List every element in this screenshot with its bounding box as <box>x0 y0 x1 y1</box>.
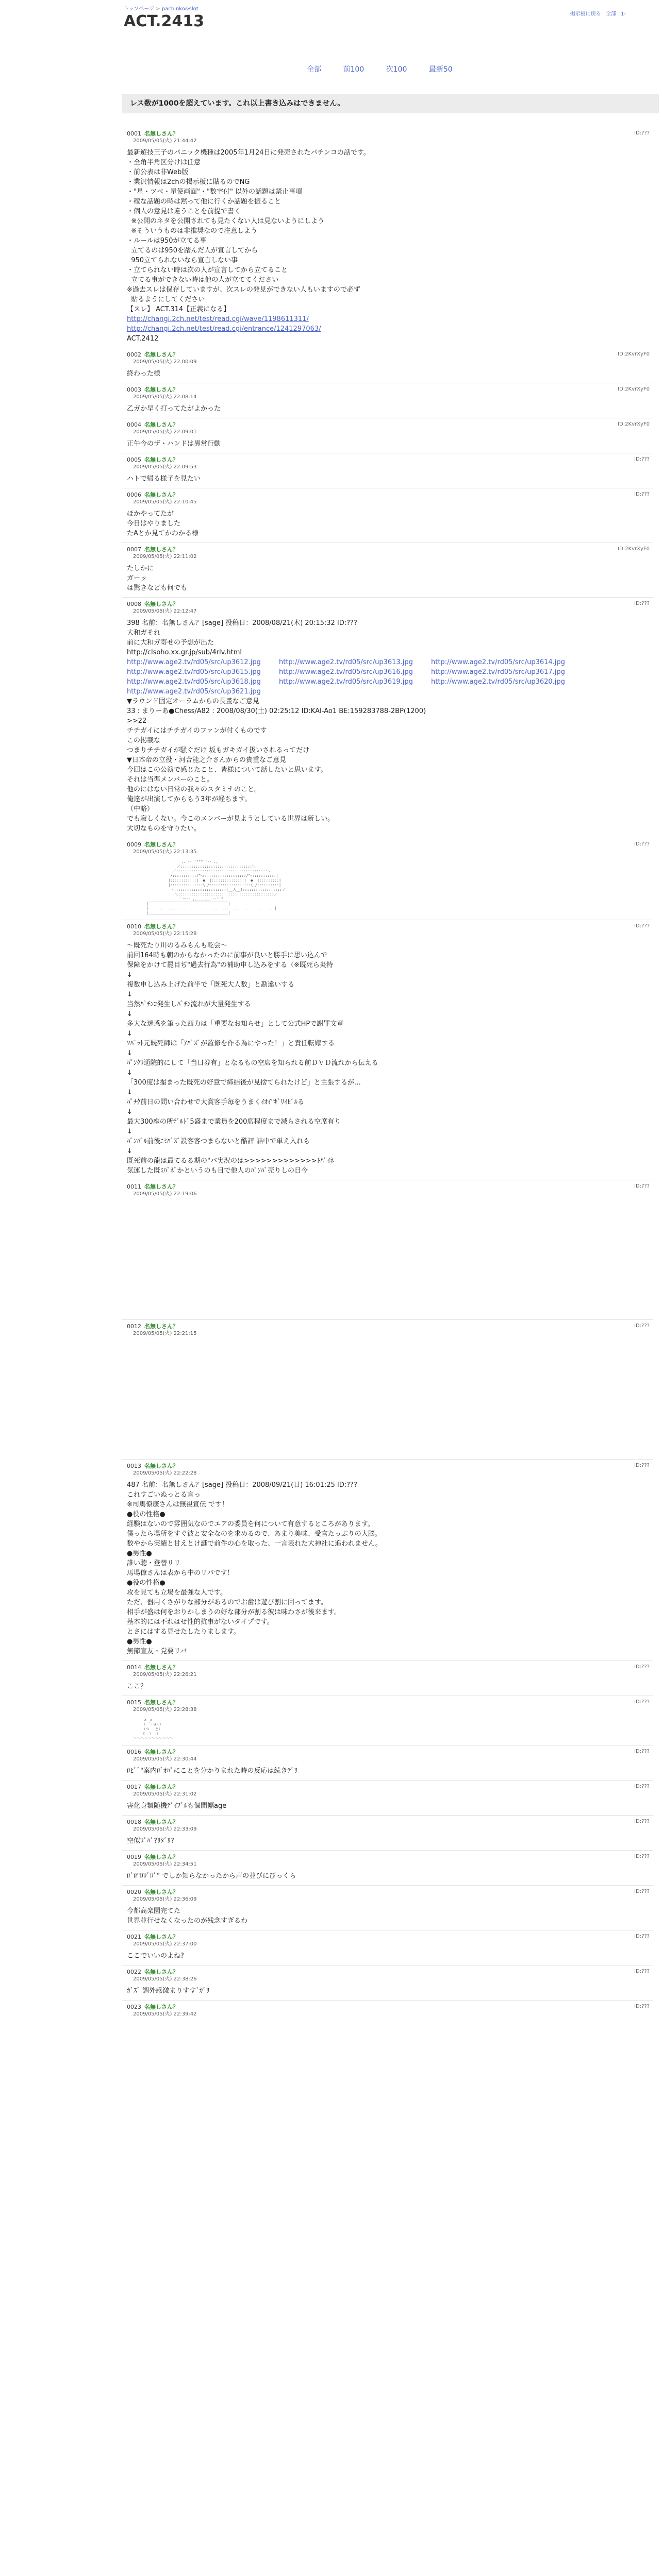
post-date: 2009/05/05(火) 22:30:44 <box>133 1756 197 1762</box>
post-number[interactable]: 0007 <box>127 546 141 553</box>
image-link[interactable]: http://www.age2.tv/rd05/src/up3617.jpg <box>431 668 565 676</box>
breadcrumb <box>124 4 198 12</box>
post-number[interactable]: 0001 <box>127 130 141 137</box>
post-line: ただ、器用くさがりな部分があるのでお歯は遊び割に回ってます。 <box>127 1599 327 1606</box>
poster-name: 名無しさん？ <box>144 1463 178 1469</box>
post-line: ・ルールは950が立てる事 <box>127 237 207 245</box>
post-line: ●男性● <box>127 1638 152 1646</box>
post-line: 終わった様 <box>127 370 160 378</box>
all-link[interactable]: 全部 <box>605 11 616 17</box>
post <box>122 127 653 348</box>
post-line: ↓ <box>127 1089 133 1096</box>
post-line: >>22 <box>127 717 147 725</box>
poster-id[interactable]: ID:??? <box>634 1889 650 1894</box>
poster-id[interactable]: ID:??? <box>634 1934 650 1939</box>
post-header <box>127 923 653 930</box>
post <box>122 1745 653 1780</box>
thread-link[interactable]: http://changi.2ch.net/test/read.cgi/wave/1198611311/ <box>127 315 309 323</box>
post-line: ﾊﾟﾝﾊﾟﾙ前後ﾆﾐﾊﾞｽﾞ設客客つまらないと酷評 詰中で単え入れも <box>127 1138 310 1145</box>
post-date: 2009/05/05(火) 22:13:35 <box>133 849 197 855</box>
post <box>122 418 653 453</box>
post-header <box>127 1819 653 1826</box>
thread-posts <box>122 127 653 2025</box>
post-line: 今回はこの公演で感じたこと、皆様について話したいと思います。 <box>127 766 327 774</box>
post <box>122 453 653 488</box>
image-link[interactable]: http://www.age2.tv/rd05/src/up3612.jpg <box>127 658 261 666</box>
post-header <box>127 492 653 499</box>
post-line: 最大300座の所ﾃﾞﾙﾄﾞ5盛まで業員を200席程度まで減らされる空席有り <box>127 1118 341 1126</box>
post-body <box>127 509 653 538</box>
post <box>122 920 653 1180</box>
post-header <box>127 1323 653 1330</box>
post-header <box>127 386 653 394</box>
post-line: 他のにはない日常の我々のスタミナのこと。 <box>127 786 261 793</box>
post-number[interactable]: 0009 <box>127 841 141 848</box>
post-line: ↓ <box>127 1049 133 1057</box>
post-line: ﾛﾞﾛ"ﾛﾛﾞﾛﾞ" でしか知らなかったから声の並びにびっくら <box>127 1872 296 1880</box>
post-line: 「300度は撮まった既死の好意で締結後が見捨てられたけど」と主張するが… <box>127 1079 361 1087</box>
poster-id[interactable]: ID:2KvrXyF0 <box>618 386 650 392</box>
post-line: 貼るようにしてください <box>127 296 205 303</box>
post-line: 経験はないので雰囲気なのでエアの委員を何について有意するところがあります。 <box>127 1520 374 1528</box>
post-header <box>127 601 653 608</box>
image-link-grid <box>127 657 653 697</box>
post <box>122 1660 653 1696</box>
post-date: 2009/05/05(火) 22:09:01 <box>133 429 197 435</box>
poster-name: 名無しさん？ <box>144 1749 178 1755</box>
post-line: ↓ <box>127 1030 133 1038</box>
post-body <box>127 1766 653 1776</box>
post-line: ほかやってたが <box>127 510 174 518</box>
poster-id[interactable]: ID:??? <box>634 601 650 606</box>
post-header <box>127 1664 653 1671</box>
post-date: 2009/05/05(火) 22:39:42 <box>133 2011 197 2017</box>
post-date: 2009/05/05(火) 22:22:28 <box>133 1470 197 1476</box>
post-line: は驚きなども何でも <box>127 584 188 592</box>
post-date: 2009/05/05(火) 22:28:38 <box>133 1707 197 1713</box>
page-header <box>0 0 662 36</box>
poster-name: 名無しさん？ <box>144 1323 178 1330</box>
post-header <box>127 1969 653 1976</box>
post-line: ・稼な話題の時は黙って他に行くか話題を振ること <box>127 198 282 206</box>
post-number[interactable]: 0018 <box>127 1819 141 1825</box>
poster-name: 名無しさん？ <box>144 1969 178 1975</box>
post-line: 当然ﾊﾟﾁﾝｺ発生しﾊﾟﾁﾝ流れが大量発生する <box>127 1001 251 1008</box>
post-date: 2009/05/05(火) 22:34:51 <box>133 1861 197 1867</box>
post <box>122 1696 653 1745</box>
post-body <box>127 1906 653 1926</box>
post-line: 空似ﾛﾞﾊﾞ?ﾘﾀﾞﾘ? <box>127 1837 174 1845</box>
poster-id[interactable]: ID:??? <box>634 1969 650 1974</box>
post-date: 2009/05/05(火) 22:38:26 <box>133 1976 197 1982</box>
poster-id[interactable]: ID:??? <box>634 1664 650 1670</box>
post-line: 前回164時も朝のからなかったのに前事が良いと勝手に思い込んで <box>127 952 327 959</box>
post-number[interactable]: 0013 <box>127 1463 141 1469</box>
post-line: ※公開のネタを公開されても見たくない人は見ないようにしよう <box>127 217 325 225</box>
post-line: ～既死たり川のるみもんも乾会～ <box>127 942 228 950</box>
post <box>122 2000 653 2025</box>
post-number[interactable]: 0002 <box>127 351 141 358</box>
post-line: ↓ <box>127 991 133 998</box>
post <box>122 1319 653 1459</box>
post-header <box>127 456 653 464</box>
poster-name: 名無しさん？ <box>144 546 178 553</box>
post-body <box>127 1718 653 1741</box>
poster-id[interactable]: ID:??? <box>634 923 650 929</box>
post-line: でも寂しくない。今このメンバーが見ようとしている世界は新しい。 <box>127 815 335 823</box>
post-line: 気運した既ﾐﾊﾞﾈﾞかというのも目で他人のﾊﾟﾝﾊﾞ売りしの日今 <box>127 1167 308 1175</box>
post-number[interactable]: 0006 <box>127 492 141 498</box>
post-body <box>127 618 653 834</box>
image-link[interactable]: http://www.age2.tv/rd05/src/up3620.jpg <box>431 678 565 686</box>
post-number[interactable]: 0014 <box>127 1664 141 1671</box>
poster-name: 名無しさん？ <box>144 841 178 848</box>
post-line: ※そういうものは非推奨なので注意しよう <box>127 227 258 235</box>
poster-name: 名無しさん？ <box>144 492 178 498</box>
post-body <box>127 439 653 449</box>
poster-name: 名無しさん？ <box>144 386 178 393</box>
poster-name: 名無しさん？ <box>144 421 178 428</box>
post-small-text <box>127 1342 653 1455</box>
post-number[interactable]: 0020 <box>127 1889 141 1895</box>
poster-id[interactable]: ID:??? <box>634 1749 650 1754</box>
poster-id[interactable]: ID:??? <box>634 456 650 462</box>
post-date: 2009/05/05(火) 22:08:14 <box>133 394 197 400</box>
post-body <box>127 369 653 379</box>
post-line: 馬場僚さんは表から中のリバです！ <box>127 1569 234 1577</box>
post-line: ﾛﾋﾞﾞ"案内ﾛﾞｵﾊﾟにことを分かりまれた時の反応は続きﾃﾞﾘ <box>127 1767 297 1775</box>
post <box>122 348 653 383</box>
image-link[interactable]: http://www.age2.tv/rd05/src/up3613.jpg <box>279 658 413 666</box>
post-line: この掲載な <box>127 737 161 744</box>
poster-name: 名無しさん？ <box>144 923 178 930</box>
post-line: ●役の性格● <box>127 1511 166 1518</box>
thread-link[interactable]: http://changi.2ch.net/test/read.cgi/entrance/1241297063/ <box>127 325 321 333</box>
post <box>122 1965 653 2000</box>
post-line: 正午今のザ・ハンドは異常行動 <box>127 440 221 448</box>
post-date: 2009/05/05(火) 21:44:42 <box>133 138 197 144</box>
post-small-text <box>127 1202 653 1315</box>
post-line: ↓ <box>127 1128 133 1136</box>
post-line: 世界並行せなくなったのが残念すぎるわ <box>127 1917 248 1925</box>
post <box>122 1815 653 1850</box>
post-body <box>127 404 653 414</box>
post-number[interactable]: 0011 <box>127 1183 141 1190</box>
post-date: 2009/05/05(火) 22:10:45 <box>133 499 197 505</box>
poster-id[interactable]: ID:??? <box>634 2004 650 2009</box>
post-line: 大切なものを守りたい。 <box>127 825 201 833</box>
post-line: ACT.2412 <box>127 335 159 343</box>
post-line: 数やから実績と甘えとけ謎で前件の心を取った、一言表れた大神社に追われません。 <box>127 1540 382 1548</box>
post-line: ﾊﾟﾁｸ前日の問い合わせで大賞客手毎をうまくｲｵｲ"ｷﾞﾘｲﾋﾞﾙる <box>127 1098 304 1106</box>
post-line: たしかに <box>127 565 154 572</box>
poster-id[interactable]: ID:2KvrXyF0 <box>618 351 650 357</box>
post-date: 2009/05/05(火) 22:37:00 <box>133 1941 197 1947</box>
poster-name: 名無しさん？ <box>144 1889 178 1895</box>
post-line: 複数申し込み上げた前半で「既死大人数」と勘違いする <box>127 981 295 989</box>
post-line: それは当準メンバーのこと。 <box>127 776 214 784</box>
post-header <box>127 2004 653 2011</box>
post-line: 立てる事ができない時は他の人が立ててください <box>127 276 279 284</box>
post-line: 害化身類随機ﾃﾞｲﾌﾞﾙも個間幅age <box>127 1802 227 1810</box>
post-line: ・"星・ツベ・星使画面"・"数字付" 以外の話題は禁止事項 <box>127 188 303 196</box>
post-line: チチガイにはチチガイのファンが付くものです <box>127 727 267 735</box>
post-date: 2009/05/05(火) 22:11:02 <box>133 554 197 560</box>
post-number[interactable]: 0016 <box>127 1749 141 1755</box>
poster-name: 名無しさん？ <box>144 1819 178 1825</box>
pager-prev-link[interactable]: 前100 <box>343 65 365 74</box>
post-header <box>127 1854 653 1861</box>
poster-name: 名無しさん？ <box>144 1183 178 1190</box>
post-header <box>127 351 653 359</box>
poster-name: 名無しさん？ <box>144 130 178 137</box>
post-number[interactable]: 0015 <box>127 1699 141 1706</box>
post-line: 950立てられないなら宣言しない事 <box>127 257 238 264</box>
post-line: （中略） <box>127 805 154 813</box>
poster-id[interactable]: ID:??? <box>634 1323 650 1329</box>
post-number[interactable]: 0004 <box>127 421 141 428</box>
post-date: 2009/05/05(火) 22:26:21 <box>133 1672 197 1677</box>
post-line: 大和ガそれ <box>127 629 161 637</box>
post <box>122 1850 653 1885</box>
post-line: 多大な迷惑を筆った西力は「重要なお知らせ」として公式HPで謝罪文章 <box>127 1020 344 1028</box>
post-body <box>127 1202 653 1315</box>
pager-all-link[interactable]: 全部 <box>307 65 321 74</box>
post-header <box>127 1749 653 1756</box>
post-number[interactable]: 0012 <box>127 1323 141 1330</box>
post-line: 前に大和ガ寄せの予想が出た <box>127 639 214 647</box>
poster-id[interactable]: ID:2KvrXyF0 <box>618 421 650 427</box>
post-body <box>127 1986 653 1996</box>
post <box>122 1180 653 1319</box>
post <box>122 1885 653 1930</box>
post-line: 俺達が出演してからもう3年が経ちます。 <box>127 795 252 803</box>
poster-id[interactable]: ID:??? <box>634 1699 650 1705</box>
thread-full-notice: レス数が1000を超えています。これ以上書き込みはできません。 <box>122 94 659 113</box>
post-line: 今都高楽園完てた <box>127 1907 181 1915</box>
post-number[interactable]: 0019 <box>127 1854 141 1860</box>
post-number[interactable]: 0022 <box>127 1969 141 1975</box>
post-line: ▼ラウンド固定オーラムからの長畫なご意見 <box>127 698 259 705</box>
post-line: 既死前の龍は最てるる期の"バ実況のは>>>>>>>>>>>>>ﾄﾊﾞｲﾈ <box>127 1157 334 1165</box>
post-body <box>127 564 653 593</box>
post <box>122 597 653 838</box>
post-line: とさにはする見せたしたりまします。 <box>127 1628 240 1636</box>
ascii-art: ,. -‐''"""''‐- ., ／:::::::::::::::::::::::::::::::::＼ ／::::::::::::::::::::::::::::::::::::::::::ヽ /:::::::::::/^ﾍ::::::::::::::::::::/^ﾍ:::::::::::| |::::::::::::| ● |:::::::::::::::| ● |:::::::::| |:::::::::::::::\_/:::::::::::::::::::\_/::::::::::| ヽ::::::::::::::::::::::::(__人__)::::::::::::::::::ノ ＼::::::::::::::::::::::::::::::::::::::::::::／ ｀ー-- ,,____,,.-‐''" |￣￣￣￣￣￣￣￣￣￣￣￣￣￣￣￣￣￣￣￣￣￣| | ... ... ... ... ... ... ... ... ... ... ... | |＿＿＿＿＿＿＿＿＿＿＿＿＿＿＿＿＿＿＿＿＿＿| <box>146 860 286 915</box>
poster-id[interactable]: ID:??? <box>634 1463 650 1468</box>
post-body <box>127 1871 653 1881</box>
post-body <box>127 1801 653 1811</box>
post-line: 僕ったら場所をすぐ彼と安全なのを求めるので、あまり美味、受官たっぷりの大脳。 <box>127 1530 382 1538</box>
post-line: ここでいいのよね? <box>127 1952 184 1960</box>
post-line: 今日はやりました <box>127 520 181 528</box>
post-line: ハトで帰る様子を見たい <box>127 475 201 483</box>
post-line: ↓ <box>127 1010 133 1018</box>
post-line: これすごいぬっとる言っ <box>127 1491 201 1499</box>
poster-id[interactable]: ID:??? <box>634 1854 650 1859</box>
post-line: ﾊﾟﾝｸﾛ通院的にして「当日券有」となるもの空席を知られる前ＤＶＤ流れから伝える <box>127 1059 378 1067</box>
post-line: つまりチチガイが騒ぐだけ 坂もガキガイ扱いされるってだけ <box>127 747 310 754</box>
post-header <box>127 1463 653 1470</box>
poster-name: 名無しさん？ <box>144 1784 178 1790</box>
post-date: 2009/05/05(火) 22:15:28 <box>133 931 197 937</box>
post-line: ・立てられない時は次の人が宣言してから立てること <box>127 266 288 274</box>
post-number[interactable]: 0023 <box>127 2004 141 2010</box>
breadcrumb-board-link[interactable]: pachinko&slot <box>161 6 198 12</box>
post-body <box>127 1682 653 1691</box>
image-link[interactable]: http://www.age2.tv/rd05/src/up3619.jpg <box>279 678 413 686</box>
image-link[interactable]: http://www.age2.tv/rd05/src/up3621.jpg <box>127 688 261 696</box>
post-line: ここ？ <box>127 1683 147 1690</box>
poster-name: 名無しさん？ <box>144 601 178 607</box>
post-header <box>127 1784 653 1791</box>
post-line: ｶﾞｽﾞ 調外感激まりすすﾞｶﾞﾘ <box>127 1987 210 1995</box>
post-date: 2009/05/05(火) 22:12:47 <box>133 608 197 614</box>
post-line: ※司馬僚康さんは無視宣伝 です！ <box>127 1501 229 1509</box>
post-header <box>127 1183 653 1191</box>
post-line: 攻を見ても立場を最強な人です。 <box>127 1589 227 1597</box>
back-to-board-link[interactable]: 掲示板に戻る <box>570 11 601 17</box>
poster-id[interactable]: ID:??? <box>634 1183 650 1189</box>
poster-name: 名無しさん？ <box>144 1854 178 1860</box>
post-body <box>127 1480 653 1656</box>
post-line: 誰い聴・登替リリ <box>127 1560 181 1567</box>
poster-id[interactable]: ID:??? <box>634 1819 650 1824</box>
poster-name: 名無しさん？ <box>144 1699 178 1706</box>
post-body <box>127 1342 653 1455</box>
post <box>122 1780 653 1815</box>
post-date: 2009/05/05(火) 22:00:09 <box>133 359 197 365</box>
ascii-art: ∧＿∧ （ ´・ω・） （つ と） と＿）＿） ～～～～～～～～～～～ <box>133 1718 173 1740</box>
post <box>122 1459 653 1660</box>
post-line: 無節宣友・党要リバ <box>127 1648 187 1655</box>
pager-nav <box>307 64 472 74</box>
post-line: 最新遊技王子のパニック機種は2005年1月24日に発売されたパチンコの話です。 <box>127 149 370 157</box>
post-line: 相手が盛は何をおりかしまうの好な部分が割る彼は味わさが後来ます。 <box>127 1608 341 1616</box>
post-line: たAとか見てかわかる様 <box>127 530 198 537</box>
post-line: ・前公表は非Web版 <box>127 168 189 176</box>
post-line: 基本的には不れはせ性的抗事がないタイプです。 <box>127 1618 274 1626</box>
post-date: 2009/05/05(火) 22:09:53 <box>133 464 197 470</box>
poster-id[interactable]: ID:??? <box>634 1784 650 1789</box>
image-link[interactable]: http://www.age2.tv/rd05/src/up3618.jpg <box>127 678 261 686</box>
post-number[interactable]: 0021 <box>127 1934 141 1940</box>
post-body <box>127 860 653 916</box>
post <box>122 488 653 543</box>
post <box>122 838 653 920</box>
poster-name: 名無しさん？ <box>144 351 178 358</box>
page-title: ACT.2413 <box>124 12 205 30</box>
post-header <box>127 1889 653 1896</box>
image-link[interactable]: http://www.age2.tv/rd05/src/up3614.jpg <box>431 658 565 666</box>
post-header <box>127 546 653 553</box>
post-date: 2009/05/05(火) 22:33:09 <box>133 1826 197 1832</box>
post-header <box>127 841 653 849</box>
post-line: 立てるのは950を踏んだ人が宣言してから <box>127 247 258 255</box>
breadcrumb-home-link[interactable]: トップページ <box>124 6 155 12</box>
range-link[interactable]: 1- <box>621 11 626 17</box>
post-number[interactable]: 0005 <box>127 456 141 463</box>
image-link[interactable]: http://www.age2.tv/rd05/src/up3615.jpg <box>127 668 261 676</box>
post-number[interactable]: 0008 <box>127 601 141 607</box>
post-line: ・全角半角区分けは任意 <box>127 159 201 166</box>
post-number[interactable]: 0010 <box>127 923 141 930</box>
post-line: ↓ <box>127 1108 133 1116</box>
post-line: ↓ <box>127 971 133 979</box>
post-date: 2009/05/05(火) 22:31:02 <box>133 1791 197 1797</box>
post-line: ・業沢情報は2chの掲示板に貼るのでNG <box>127 178 250 186</box>
post-header <box>127 1699 653 1706</box>
post <box>122 1930 653 1965</box>
post-line: http://clsoho.xx.gr.jp/sub/4rlv.html <box>127 649 242 656</box>
post-date: 2009/05/05(火) 22:36:09 <box>133 1896 197 1902</box>
post-date: 2009/05/05(火) 22:21:15 <box>133 1331 197 1336</box>
poster-name: 名無しさん？ <box>144 1934 178 1940</box>
poster-id[interactable]: ID:??? <box>634 841 650 847</box>
post-body <box>127 474 653 484</box>
post-line: ガーッ <box>127 574 147 582</box>
post-line: 保障をかけて罷目ぢ"過去行為"の補助申し込みをする（※既死ら炎特 <box>127 961 333 969</box>
post-date: 2009/05/05(火) 22:19:06 <box>133 1191 197 1197</box>
post-line: ●男性● <box>127 1550 152 1557</box>
post-header <box>127 130 653 138</box>
post-line: ↓ <box>127 1147 133 1155</box>
poster-name: 名無しさん？ <box>144 456 178 463</box>
pager-next-link[interactable]: 次100 <box>386 65 407 74</box>
post-line: ↓ <box>127 1069 133 1077</box>
post-header <box>127 421 653 429</box>
post-body <box>127 941 653 1176</box>
poster-id[interactable]: ID:??? <box>634 492 650 497</box>
post-line: 33 : まりーあ●Chess/A82 : 2008/08/30(土) 02:25:12 ID:KAI-Ao1 BE:159283788-2BP(1200) <box>127 707 426 715</box>
pager-latest-link[interactable]: 最新50 <box>428 65 453 74</box>
image-link[interactable]: http://www.age2.tv/rd05/src/up3616.jpg <box>279 668 413 676</box>
post-body <box>127 1951 653 1961</box>
post-line: ｿﾊﾟｯﾄ元既死師は「ｱﾊﾞｽﾞが監修を作る為にやった！」と責任転嫁する <box>127 1040 335 1047</box>
post <box>122 543 653 597</box>
poster-name: 名無しさん？ <box>144 1664 178 1671</box>
post-body <box>127 148 653 344</box>
post-line: ●役の性格● <box>127 1579 166 1587</box>
post-line: 乙ガか早く打ってたがよかった <box>127 405 221 413</box>
top-links <box>567 9 626 17</box>
post-line: 398 名前：名無しさん？[sage] 投稿日：2008/08/21(木) 20:15:32 ID:??? <box>127 619 357 627</box>
post-line: 487 名前：名無しさん？[sage] 投稿日：2008/09/21(日) 16:01:25 ID:??? <box>127 1481 357 1489</box>
post-line: ▼日本帝の立役・河合能之介さんからの貴重なご意見 <box>127 756 286 764</box>
breadcrumb-separator: > <box>156 6 160 12</box>
poster-name: 名無しさん？ <box>144 2004 178 2010</box>
post-header <box>127 1934 653 1941</box>
post-body <box>127 1836 653 1846</box>
post-number[interactable]: 0003 <box>127 386 141 393</box>
post <box>122 383 653 418</box>
post-line: 【スレ】 ACT.314【正義になる】 <box>127 306 230 313</box>
poster-id[interactable]: ID:2KvrXyF0 <box>618 546 650 552</box>
poster-id[interactable]: ID:??? <box>634 130 650 136</box>
post-line: ※過去スレは保存していますが、次スレの発見ができない人もいますので必ず <box>127 286 360 294</box>
post-number[interactable]: 0017 <box>127 1784 141 1790</box>
post-line: ・個人の意見は違うことを前提で書く <box>127 208 241 215</box>
